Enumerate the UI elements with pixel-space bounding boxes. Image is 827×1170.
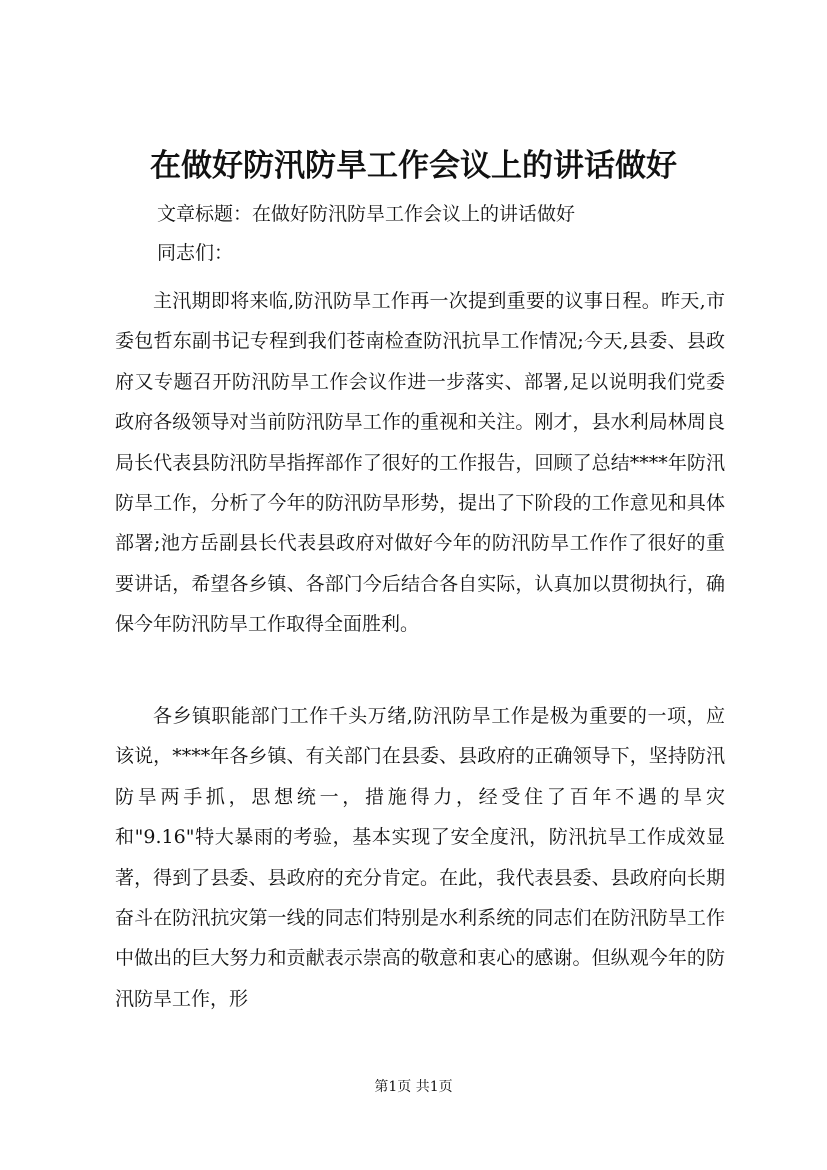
document-title: 在做好防汛防旱工作会议上的讲话做好 bbox=[150, 148, 677, 184]
greeting: 同志们： bbox=[157, 242, 234, 264]
body-paragraph: 各乡镇职能部门工作千头万绪,防汛防旱工作是极为重要的一项，应该说，****年各乡镇、有关部门在县委、县政府的正确领导下，坚持防汛防旱两手抓，思想统一，措施得力，经受住了百年不遇的旱灾和"9.16"特大暴雨的考验，基本实现了安全度汛，防汛抗旱工作成效显著，得到了县委、县政府的充分肯定。在此，我代表县委、县政府向长期奋斗在防汛抗灾第一线的同志们特别是水利系统的同志们在防汛防旱工作中做出的巨大努力和贡献表示崇高的敬意和衷心的感谢。但纵观今年的防汛防旱工作，形 bbox=[115, 705, 725, 1010]
article-title-line: 文章标题：在做好防汛防旱工作会议上的讲话做好 bbox=[157, 203, 576, 225]
page-footer: 第1页 共1页 bbox=[374, 1079, 453, 1095]
body-paragraph: 主汛期即将来临,防汛防旱工作再一次提到重要的议事日程。昨天,市委包哲东副书记专程到我们苍南检查防汛抗旱工作情况;今天,县委、县政府又专题召开防汛防旱工作会议作进一步落实、部署,足以说明我们党委政府各级领导对当前防汛防旱工作的重视和关注。刚才，县水利局林周良局长代表县防汛防旱指挥部作了很好的工作报告，回顾了总结****年防汛防旱工作，分析了今年的防汛防旱形势，提出了下阶段的工作意见和具体部署;池方岳副县长代表县政府对做好今年的防汛防旱工作作了很好的重要讲话，希望各乡镇、各部门今后结合各自实际，认真加以贯彻执行，确保今年防汛防旱工作取得全面胜利。 bbox=[115, 290, 725, 636]
